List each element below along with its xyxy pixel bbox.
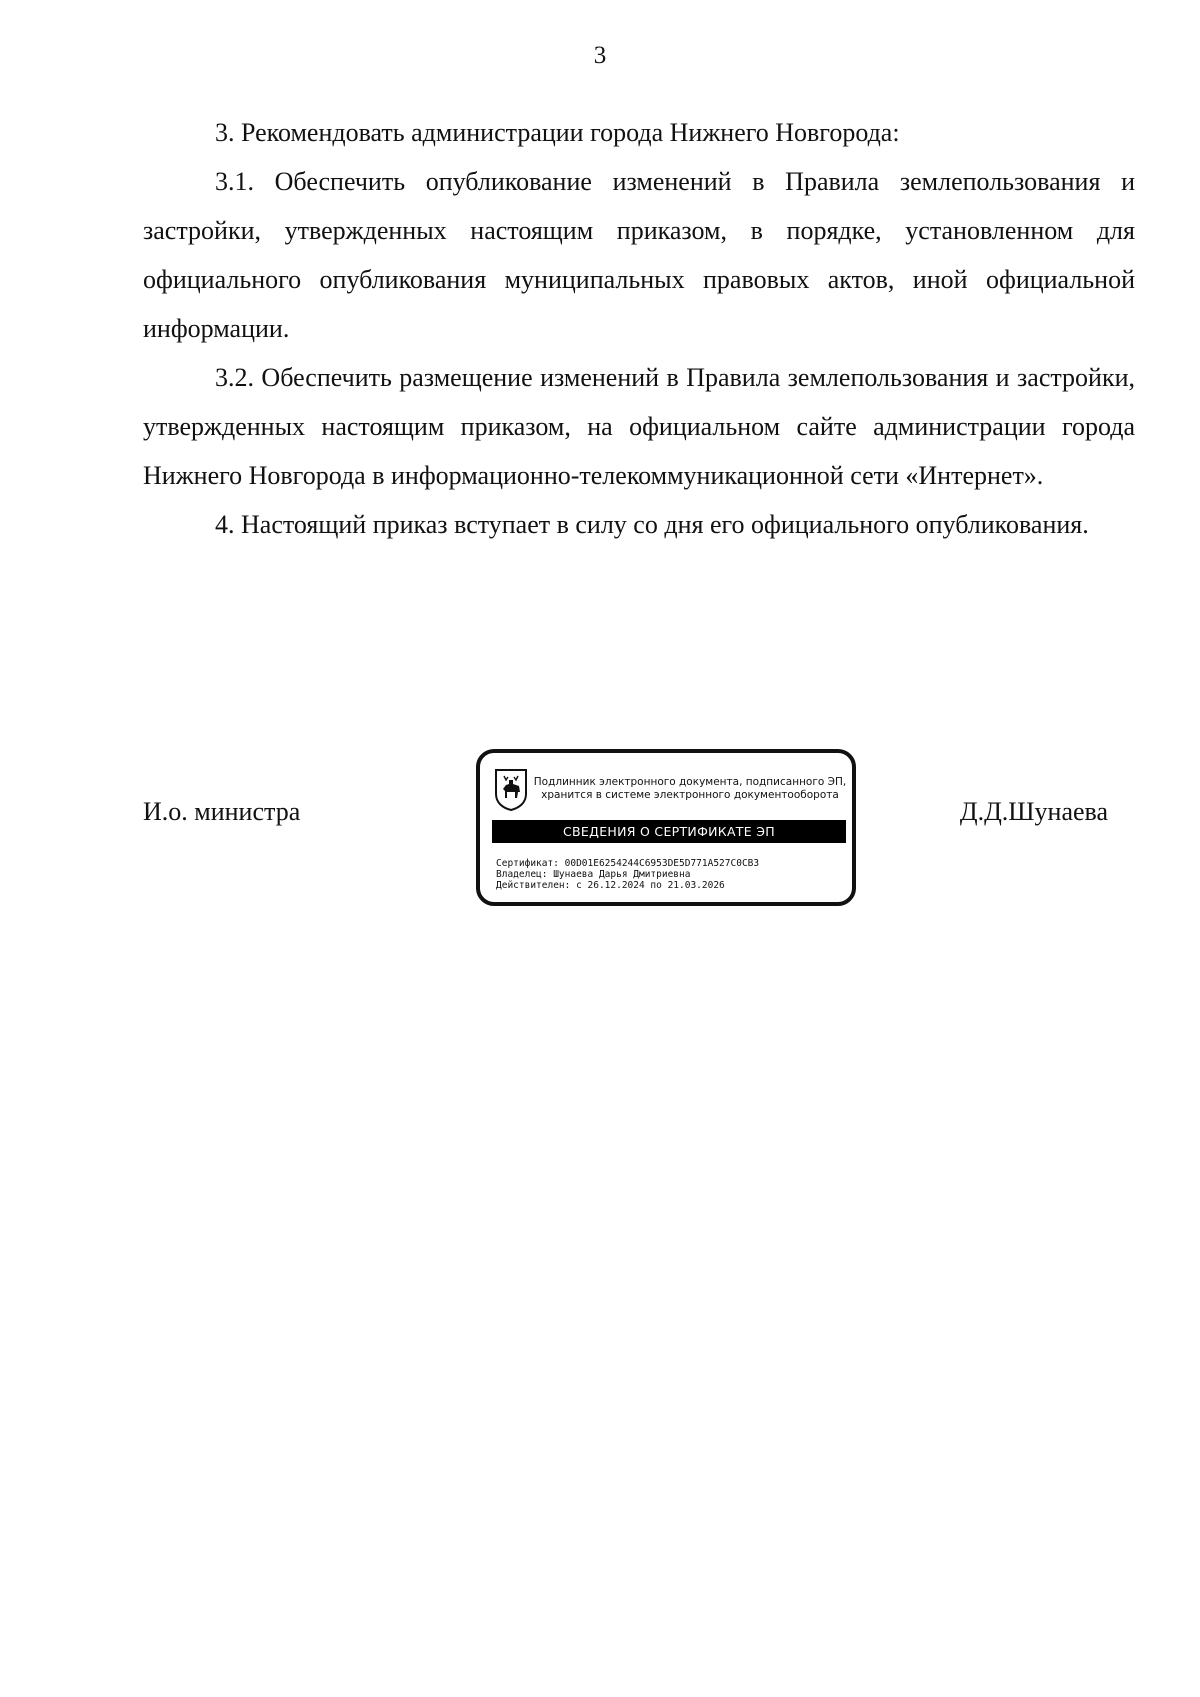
certificate-details bbox=[496, 858, 759, 891]
document-body bbox=[143, 108, 1135, 549]
stamp-header-line-2: хранится в системе электронного документооборота bbox=[541, 789, 839, 801]
certificate-owner: Владелец: Шунаева Дарья Дмитриевна bbox=[496, 869, 691, 880]
certificate-info-bar: СВЕДЕНИЯ О СЕРТИФИКАТЕ ЭП bbox=[492, 820, 846, 843]
electronic-signature-stamp bbox=[476, 749, 856, 906]
paragraph-3-1: 3.1. Обеспечить опубликование изменений в Правила землепользования и застройки, утвержденных настоящим приказом, в порядке, установленном для официального опубликования муниципальных правовых актов, иной официальной информации. bbox=[143, 167, 1135, 343]
stamp-header-line-1: Подлинник электронного документа, подписанного ЭП, bbox=[533, 776, 847, 788]
paragraph-4: 4. Настоящий приказ вступает в силу со дня его официального опубликования. bbox=[215, 510, 1089, 539]
paragraph-3-2: 3.2. Обеспечить размещение изменений в Правила землепользования и застройки, утвержденных настоящим приказом, на официальном сайте администрации города Нижнего Новгорода в информационно-телекоммуникационной сети «Интернет». bbox=[143, 363, 1135, 490]
stamp-header bbox=[530, 776, 850, 802]
certificate-validity: Действителен: с 26.12.2024 по 21.03.2026 bbox=[496, 880, 725, 891]
certificate-number: Сертификат: 00D01E6254244C6953DE5D771A527C0CB3 bbox=[496, 858, 760, 869]
signatory-title: И.о. министра bbox=[143, 797, 301, 826]
page-number: 3 bbox=[593, 42, 607, 69]
signatory-name: Д.Д.Шунаева bbox=[959, 797, 1108, 826]
paragraph-3: 3. Рекомендовать администрации города Нижнего Новгорода: bbox=[215, 118, 900, 147]
deer-coat-of-arms-icon bbox=[494, 768, 528, 811]
